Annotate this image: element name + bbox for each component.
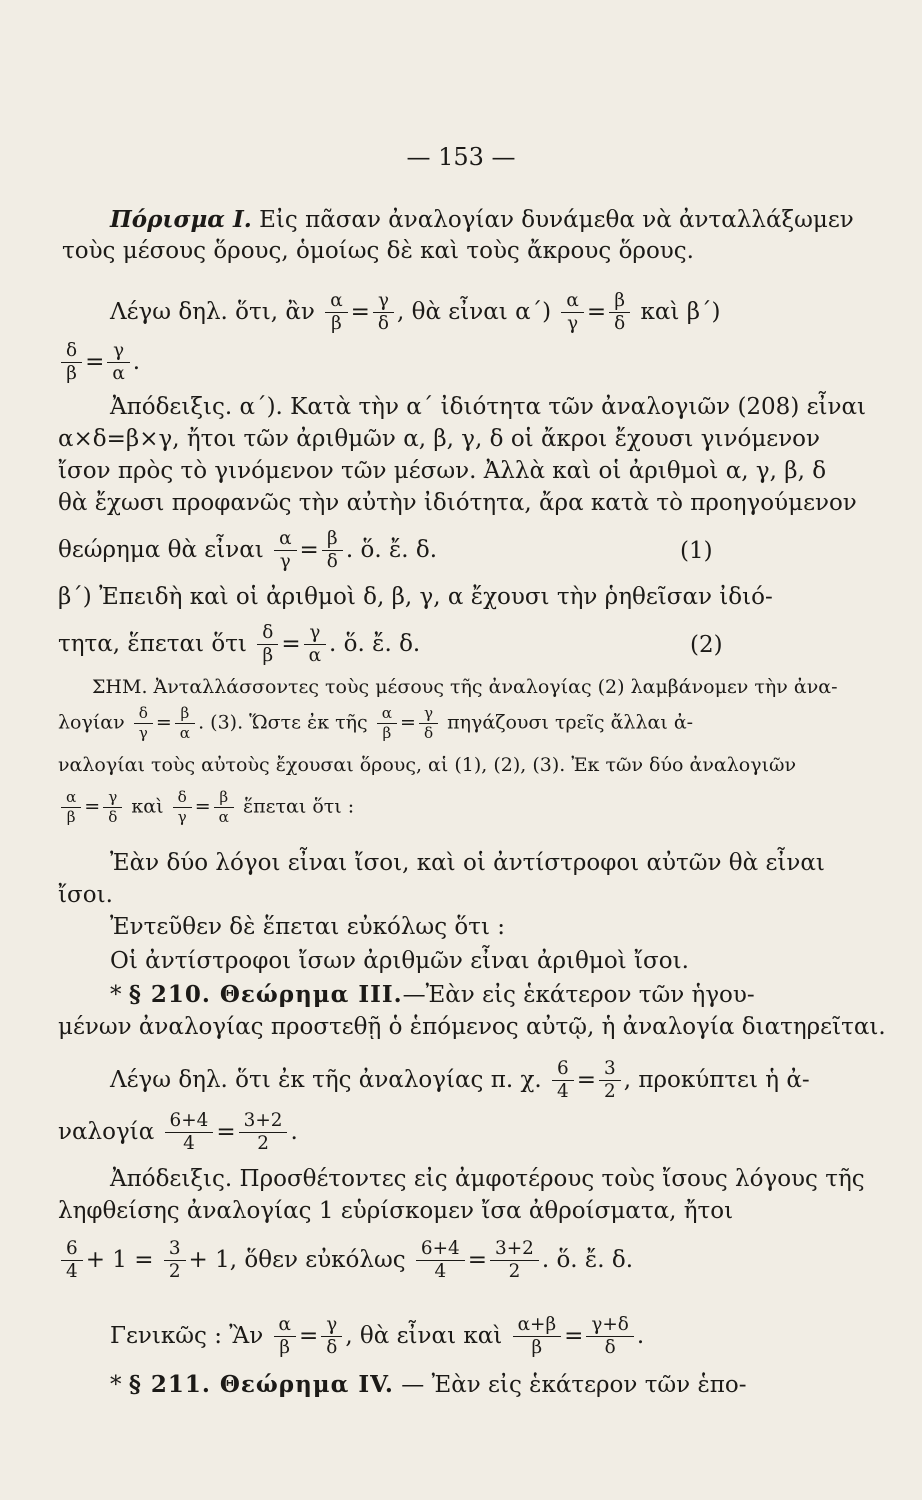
equals-sign: =	[586, 298, 607, 325]
corollary-line-1	[110, 205, 854, 235]
fraction-b-over-d: $\frac{\beta}{\delta}$	[322, 530, 343, 572]
fraction-d-over-b: $\frac{\delta}{\beta}$	[61, 342, 82, 384]
note-text-2a: λογίαν	[58, 711, 125, 734]
note-text-2b: (3). Ὥστε ἐκ τῆς	[210, 711, 368, 734]
proof-line-1: Ἀπόδειξις. α΄). Κατὰ τὴν α΄ ἰδιότητα τῶν ἀναλογιῶν (208) εἶναι	[110, 394, 867, 420]
proof-3-line-1: Ἀπόδειξις. Προσθέτοντες εἰς ἀμφοτέρους τοὺς ἴσους λόγους τῆς	[110, 1166, 865, 1192]
general-line	[110, 1316, 644, 1358]
fraction-g-over-a: $\frac{\gamma}{\alpha}$	[304, 624, 326, 666]
fraction-6-over-4: $\frac{6}{4}$	[61, 1240, 83, 1282]
corollary-text-1: Εἰς πᾶσαν ἀναλογίαν δυνάμεθα νὰ ἀνταλλάξωμεν	[259, 207, 854, 233]
example-text-d: .	[290, 1118, 298, 1145]
fraction-3plus2-over-2: $\frac{3+2}{2}$	[490, 1240, 539, 1282]
equals-sign: =	[155, 711, 172, 734]
proof-text-5a: θεώρημα θὰ εἶναι	[58, 536, 264, 563]
fraction-a-over-b: $\frac{\alpha}{\beta}$	[325, 292, 347, 334]
example-text-c: ναλογία	[58, 1118, 155, 1145]
fraction-6-over-4: $\frac{6}{4}$	[552, 1060, 574, 1102]
claim-line-2: $\frac{\delta}{\beta}$ = $\frac{\gamma}{\alpha}$ .	[58, 342, 140, 384]
equals-sign: =	[576, 1066, 597, 1093]
fraction-a-over-b: $\frac{\alpha}{\beta}$	[377, 706, 397, 741]
claim-text-b: , θὰ εἶναι α΄)	[396, 298, 552, 325]
equals-sign: =	[216, 1118, 236, 1145]
equals-sign: =	[564, 1322, 584, 1349]
fraction-g-over-d: $\frac{\gamma}{\delta}$	[103, 790, 122, 825]
star-mark: *	[110, 982, 122, 1008]
equals-sign: =	[194, 795, 211, 818]
qed: . ὅ. ἔ. δ.	[541, 1246, 634, 1273]
equals-sign: =	[85, 348, 105, 375]
claim-line	[110, 292, 721, 334]
qed: . ὅ. ἔ. δ.	[345, 536, 438, 563]
equals-sign: =	[299, 536, 319, 563]
fraction-a-over-g: $\frac{\alpha}{\gamma}$	[274, 530, 296, 572]
fraction-d-over-b: $\frac{\delta}{\beta}$	[257, 624, 278, 666]
fraction-3-over-2: $\frac{3}{2}$	[164, 1240, 186, 1282]
note-text-4a: καὶ	[131, 795, 164, 818]
claim-text-c: καὶ β΄)	[640, 298, 721, 325]
equals-sign: =	[298, 1322, 319, 1349]
example-text-a: Λέγω δηλ. ὅτι ἐκ τῆς ἀναλογίας π. χ.	[110, 1066, 542, 1093]
note-text-2c: πηγάζουσι τρεῖς ἄλλαι ἀ-	[447, 711, 694, 734]
proof-line-4: θὰ ἔχωσι προφανῶς τὴν αὐτὴν ἰδιότητα, ἄρα κατὰ τὸ προηγούμενον	[58, 490, 857, 516]
proof-line-7	[58, 624, 420, 666]
equals-sign: =	[467, 1246, 488, 1273]
fraction-a-over-b: $\frac{\alpha}{\beta}$	[61, 790, 81, 825]
fraction-gplusd-over-d: $\frac{\gamma+\delta}{\delta}$	[586, 1316, 633, 1358]
general-text-b: , θὰ εἶναι καὶ	[345, 1322, 503, 1349]
fraction-b-over-a: $\frac{\beta}{\alpha}$	[214, 790, 234, 825]
equals-sign: =	[84, 795, 101, 818]
fraction-a-over-b: $\frac{\alpha}{\beta}$	[274, 1316, 296, 1358]
note-line-1: ΣΗΜ. Ἀνταλλάσσοντες τοὺς μέσους τῆς ἀναλογίας (2) λαμβάνομεν τὴν ἀνα-	[92, 676, 838, 698]
proof-3-text-a: + 1 =	[85, 1246, 154, 1273]
period: .	[636, 1322, 645, 1349]
fraction-a-over-g: $\frac{\alpha}{\gamma}$	[561, 292, 583, 334]
theorem-3-text-1: —Ἐὰν εἰς ἑκάτερον τῶν ἡγου-	[402, 982, 755, 1008]
star-mark: *	[110, 1372, 122, 1398]
theorem-3-example-2	[58, 1112, 298, 1154]
theorem-4-text: — Ἐὰν εἰς ἑκάτερον τῶν ἑπο-	[401, 1372, 747, 1398]
proof-line-6: β΄) Ἐπειδὴ καὶ οἱ ἀριθμοὶ δ, β, γ, α ἔχουσι τὴν ῥηθεῖσαν ἰδιό-	[58, 584, 773, 610]
inverse-line-2: ἴσοι.	[58, 882, 113, 908]
note-text-4b: ἕπεται ὅτι :	[242, 795, 355, 818]
page-number: — 153 —	[406, 143, 516, 171]
fraction-d-over-g: $\frac{\delta}{\gamma}$	[173, 790, 192, 825]
equation-number-1: (1)	[680, 538, 713, 564]
inverse-line-4: Οἱ ἀντίστροφοι ἴσων ἀριθμῶν εἶναι ἀριθμοὶ ἴσοι.	[110, 948, 689, 974]
theorem-4-title: § 211. Θεώρημα IV.	[128, 1371, 394, 1398]
equals-sign: =	[281, 630, 301, 657]
inverse-line-3: Ἐντεῦθεν δὲ ἕπεται εὐκόλως ὅτι :	[110, 914, 506, 940]
fraction-3plus2-over-2: $\frac{3+2}{2}$	[239, 1112, 288, 1154]
fraction-b-over-d: $\frac{\beta}{\delta}$	[609, 292, 630, 334]
fraction-aplusb-over-b: $\frac{\alpha+\beta}{\beta}$	[513, 1316, 561, 1358]
corollary-label: Πόρισμα Ι.	[110, 206, 252, 233]
proof-text-7a: τητα, ἕπεται ὅτι	[58, 630, 247, 657]
theorem-3-example	[110, 1060, 810, 1102]
fraction-g-over-a: $\frac{\gamma}{\alpha}$	[107, 342, 129, 384]
theorem-4-heading	[110, 1370, 747, 1400]
inverse-line-1: Ἐὰν δύο λόγοι εἶναι ἴσοι, καὶ οἱ ἀντίστροφοι αὐτῶν θὰ εἶναι	[110, 850, 825, 876]
fraction-6plus4-over-4: $\frac{6+4}{4}$	[416, 1240, 465, 1282]
theorem-3-line-2: μένων ἀναλογίας προστεθῇ ὁ ἑπόμενος αὐτῷ, ἡ ἀναλογία διατηρεῖται.	[58, 1014, 886, 1040]
note-line-3: ναλογίαι τοὺς αὐτοὺς ἔχουσαι ὅρους, αἱ (1), (2), (3). Ἐκ τῶν δύο ἀναλογιῶν	[58, 754, 797, 776]
equals-sign: =	[350, 298, 370, 325]
proof-3-line-2: ληφθείσης ἀναλογίας 1 εὑρίσκομεν ἴσα ἀθροίσματα, ἤτοι	[58, 1198, 734, 1224]
example-text-b: , προκύπτει ἡ ἀ-	[623, 1066, 810, 1093]
proof-3-text-b: + 1, ὅθεν εὐκόλως	[188, 1246, 406, 1273]
general-text-a: Γενικῶς : Ἂν	[110, 1322, 264, 1349]
fraction-6plus4-over-4: $\frac{6+4}{4}$	[165, 1112, 214, 1154]
proof-line-5	[58, 530, 437, 572]
equals-sign: =	[400, 711, 416, 734]
proof-3-line-3	[58, 1240, 633, 1282]
fraction-g-over-d: $\frac{\gamma}{\delta}$	[373, 292, 394, 334]
proof-line-2: α×δ=β×γ, ἤτοι τῶν ἀριθμῶν α, β, γ, δ οἱ ἄκροι ἔχουσι γινόμενον	[58, 426, 821, 452]
proof-line-3: ἴσον πρὸς τὸ γινόμενον τῶν μέσων. Ἀλλὰ καὶ οἱ ἀριθμοὶ α, γ, β, δ	[58, 458, 827, 484]
note-line-2: λογίαν $\frac{\delta}{\gamma}$ = $\frac{\beta}{\alpha}$ . (3). Ὥστε ἐκ τῆς $\frac{\alpha}{\beta}$ = $\frac{\gamma}{\delta}$ πηγάζουσι τρεῖς ἄλλαι ἀ-	[58, 704, 694, 743]
corollary-line-2: τοὺς μέσους ὅρους, ὁμοίως δὲ καὶ τοὺς ἄκρους ὅρους.	[62, 238, 694, 264]
fraction-d-over-g: $\frac{\delta}{\gamma}$	[134, 706, 153, 741]
theorem-3-heading	[110, 980, 755, 1010]
fraction-g-over-d: $\frac{\gamma}{\delta}$	[419, 706, 438, 741]
theorem-3-title: § 210. Θεώρημα ΙΙΙ.	[128, 981, 403, 1008]
equation-number-2: (2)	[690, 632, 723, 658]
fraction-3-over-2: $\frac{3}{2}$	[599, 1060, 621, 1102]
note-line-4	[58, 790, 354, 825]
fraction-b-over-a: $\frac{\beta}{\alpha}$	[175, 706, 195, 741]
qed: . ὅ. ἔ. δ.	[329, 630, 421, 657]
claim-text-a: Λέγω δηλ. ὅτι, ἂν	[110, 298, 315, 325]
fraction-g-over-d: $\frac{\gamma}{\delta}$	[321, 1316, 342, 1358]
